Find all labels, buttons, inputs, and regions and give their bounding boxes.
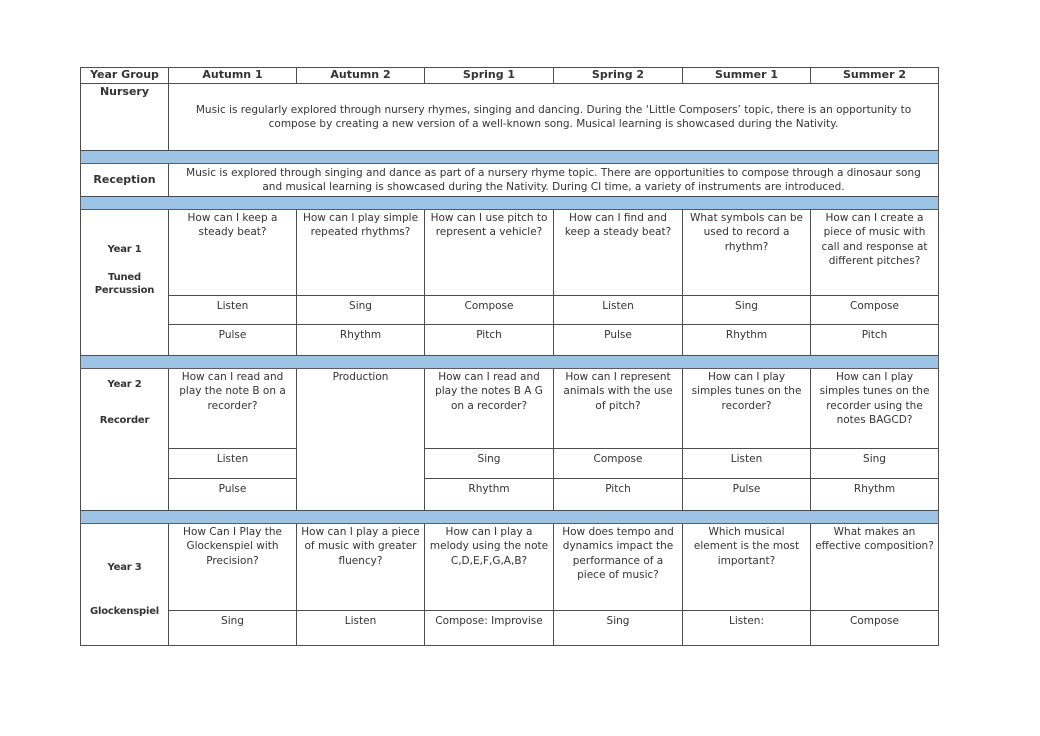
header-spring-1: Spring 1 — [425, 68, 554, 84]
question-cell: How can I play a melody using the note C,D,E,F,G,A,B? — [425, 524, 554, 611]
nursery-label: Nursery — [81, 83, 169, 150]
music-curriculum-table — [80, 67, 939, 646]
header-autumn-1: Autumn 1 — [169, 68, 297, 84]
year3-question-row — [81, 524, 939, 611]
reception-label: Reception — [81, 163, 169, 196]
activity-cell: Listen — [169, 449, 297, 479]
question-cell: How can I keep a steady beat? — [169, 210, 297, 296]
question-cell: How can I play simples tunes on the recorder? — [683, 369, 811, 449]
element-cell: Pulse — [554, 325, 683, 356]
question-cell: How does tempo and dynamics impact the performance of a piece of music? — [554, 524, 683, 611]
separator-bar — [81, 197, 939, 210]
question-cell: How can I play simples tunes on the recorder using the notes BAGCD? — [811, 369, 939, 449]
question-cell: How can I find and keep a steady beat? — [554, 210, 683, 296]
header-summer-1: Summer 1 — [683, 68, 811, 84]
question-cell: How can I play simple repeated rhythms? — [297, 210, 425, 296]
element-cell: Pulse — [169, 479, 297, 511]
question-cell: Which musical element is the most important? — [683, 524, 811, 611]
question-cell: How can I use pitch to represent a vehicle? — [425, 210, 554, 296]
separator-row — [81, 197, 939, 210]
year1-instrument: Tuned Percussion — [94, 271, 155, 297]
activity-cell: Compose: Improvise — [425, 611, 554, 646]
separator-row — [81, 150, 939, 163]
year2-title: Year 2 — [107, 379, 142, 391]
header-year-group: Year Group — [81, 68, 169, 84]
element-cell: Pitch — [425, 325, 554, 356]
year1-activity-row — [81, 296, 939, 325]
separator-bar — [81, 150, 939, 163]
separator-bar — [81, 511, 939, 524]
activity-cell: Sing — [169, 611, 297, 646]
header-autumn-2: Autumn 2 — [297, 68, 425, 84]
question-cell: How can I read and play the notes B A G on a recorder? — [425, 369, 554, 449]
activity-cell: Listen: — [683, 611, 811, 646]
element-cell: Pulse — [683, 479, 811, 511]
activity-cell: Listen — [683, 449, 811, 479]
year2-question-row — [81, 369, 939, 449]
year2-instrument: Recorder — [99, 414, 150, 426]
question-cell: How can I represent animals with the use of pitch? — [554, 369, 683, 449]
activity-cell: Listen — [554, 296, 683, 325]
year3-instrument: Glockenspiel — [89, 605, 160, 617]
year1-title: Year 1 — [107, 244, 142, 256]
separator-row — [81, 356, 939, 369]
element-cell: Pitch — [554, 479, 683, 511]
activity-cell: Compose — [811, 296, 939, 325]
separator-row — [81, 511, 939, 524]
header-summer-2: Summer 2 — [811, 68, 939, 84]
element-cell: Rhythm — [683, 325, 811, 356]
activity-cell: Sing — [554, 611, 683, 646]
year2-element-row — [81, 479, 939, 511]
year3-activity-row — [81, 611, 939, 646]
question-cell: How can I create a piece of music with call and response at different pitches? — [811, 210, 939, 296]
year1-element-row — [81, 325, 939, 356]
activity-cell: Compose — [554, 449, 683, 479]
separator-bar — [81, 356, 939, 369]
year1-question-row — [81, 210, 939, 296]
year3-title: Year 3 — [107, 562, 142, 574]
element-cell: Rhythm — [811, 479, 939, 511]
question-cell: What makes an effective composition? — [811, 524, 939, 611]
question-cell: How can I play a piece of music with greater fluency? — [297, 524, 425, 611]
year2-label — [81, 369, 169, 511]
header-spring-2: Spring 2 — [554, 68, 683, 84]
activity-cell: Sing — [425, 449, 554, 479]
reception-row — [81, 163, 939, 196]
year2-activity-row — [81, 449, 939, 479]
question-cell: How Can I Play the Glockenspiel with Precision? — [169, 524, 297, 611]
activity-cell: Listen — [169, 296, 297, 325]
activity-cell: Sing — [297, 296, 425, 325]
nursery-row — [81, 83, 939, 150]
activity-cell: Compose — [811, 611, 939, 646]
question-cell: How can I read and play the note B on a recorder? — [169, 369, 297, 449]
year1-label — [81, 210, 169, 356]
activity-cell: Sing — [683, 296, 811, 325]
year3-label — [81, 524, 169, 646]
activity-cell: Compose — [425, 296, 554, 325]
element-cell: Pitch — [811, 325, 939, 356]
nursery-description: Music is regularly explored through nursery rhymes, singing and dancing. During the ‘Little Composers’ topic, there is an opportunity to compose by creating a new version of a well-known song. Musical learning is showcased during the Nativity. — [169, 83, 939, 150]
element-cell: Rhythm — [297, 325, 425, 356]
element-cell: Rhythm — [425, 479, 554, 511]
reception-description: Music is explored through singing and dance as part of a nursery rhyme topic. There are opportunities to compose through a dinosaur song and musical learning is showcased during the Nativity. During CI time, a variety of instruments are introduced. — [169, 163, 939, 196]
activity-cell: Sing — [811, 449, 939, 479]
production-cell: Production — [297, 369, 425, 511]
element-cell: Pulse — [169, 325, 297, 356]
question-cell: What symbols can be used to record a rhythm? — [683, 210, 811, 296]
activity-cell: Listen — [297, 611, 425, 646]
header-row — [81, 68, 939, 84]
